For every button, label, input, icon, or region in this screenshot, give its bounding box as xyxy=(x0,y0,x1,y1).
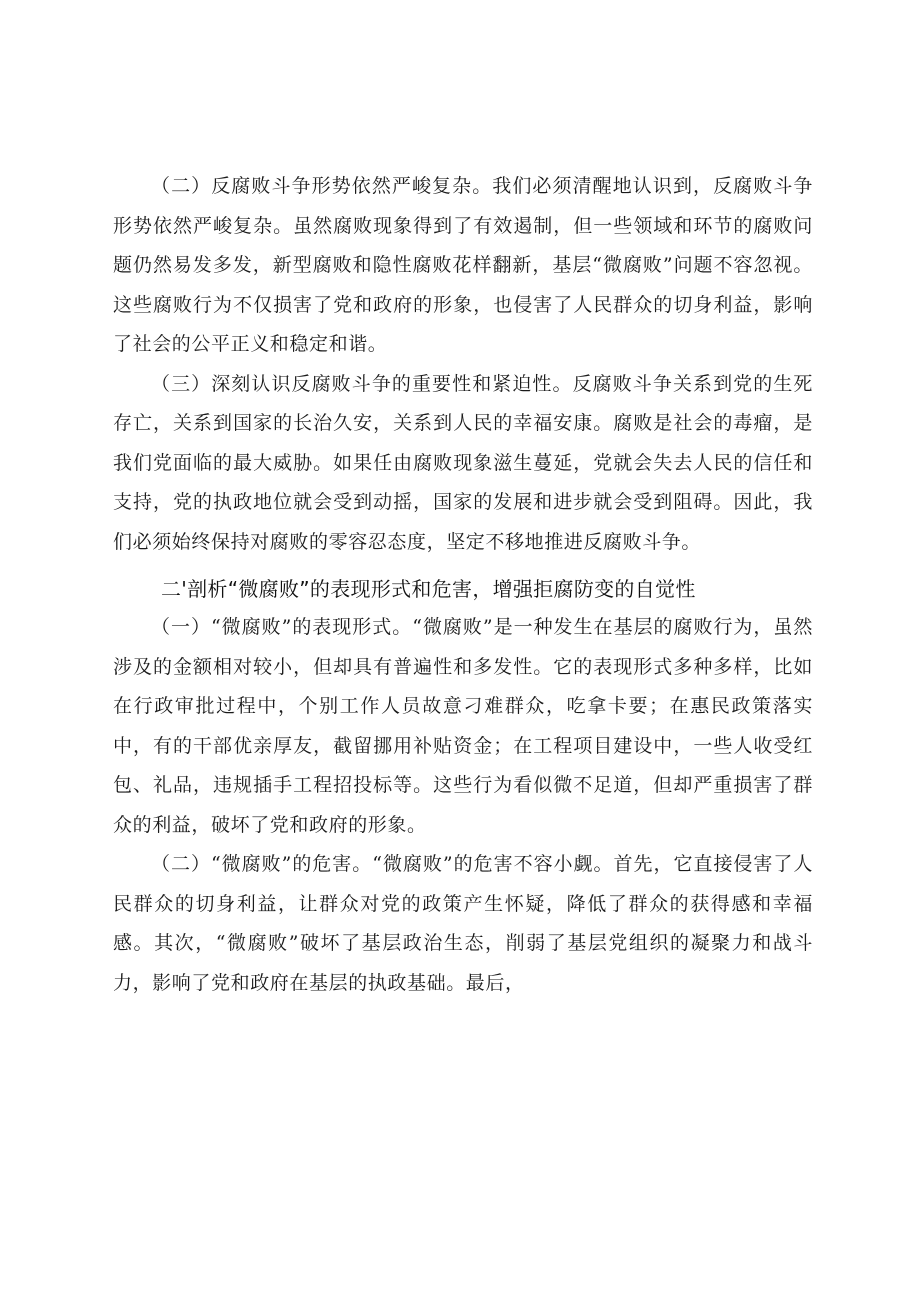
document-body xyxy=(113,167,813,1003)
paragraph-micro-corruption-forms: （一）“微腐败”的表现形式。“微腐败”是一种发生在基层的腐败行为，虽然涉及的金额相对较小，但却具有普遍性和多发性。它的表现形式多种多样，比如在行政审批过程中，个别工作人员故意刁难群众，吃拿卡要；在惠民政策落实中，有的干部优亲厚友，截留挪用补贴资金；在工程项目建设中，一些人收受红包、礼品，违规插手工程招投标等。这些行为看似微不足道，但却严重损害了群众的利益，破坏了党和政府的形象。 xyxy=(113,616,813,836)
paragraph-situation-severe: （二）反腐败斗争形势依然严峻复杂。我们必须清醒地认识到，反腐败斗争形势依然严峻复杂。虽然腐败现象得到了有效遏制，但一些领域和环节的腐败问题仍然易发多发，新型腐败和隐性腐败花样翻新，基层“微腐败”问题不容忽视。这些腐败行为不仅损害了党和政府的形象，也侵害了人民群众的切身利益，影响了社会的公平正义和稳定和谐。 xyxy=(113,175,813,355)
paragraph-importance-urgency: （三）深刻认识反腐败斗争的重要性和紧迫性。反腐败斗争关系到党的生死存亡，关系到国家的长治久安，关系到人民的幸福安康。腐败是社会的毒瘤，是我们党面临的最大威胁。如果任由腐败现象滋生蔓延，党就会失去人民的信任和支持，党的执政地位就会受到动摇，国家的发展和进步就会受到阻碍。因此，我们必须始终保持对腐败的零容忍态度，坚定不移地推进反腐败斗争。 xyxy=(113,372,813,553)
paragraph-micro-corruption-harm: （二）“微腐败”的危害。“微腐败”的危害不容小觑。首先，它直接侵害了人民群众的切身利益，让群众对党的政策产生怀疑，降低了群众的获得感和幸福感。其次，“微腐败”破坏了基层政治生态，削弱了基层党组织的凝聚力和战斗力，影响了党和政府在基层的执政基础。最后， xyxy=(113,853,813,994)
section-heading: 二'剖析“微腐败”的表现形式和危害，增强拒腐防变的自觉性 xyxy=(161,577,696,601)
